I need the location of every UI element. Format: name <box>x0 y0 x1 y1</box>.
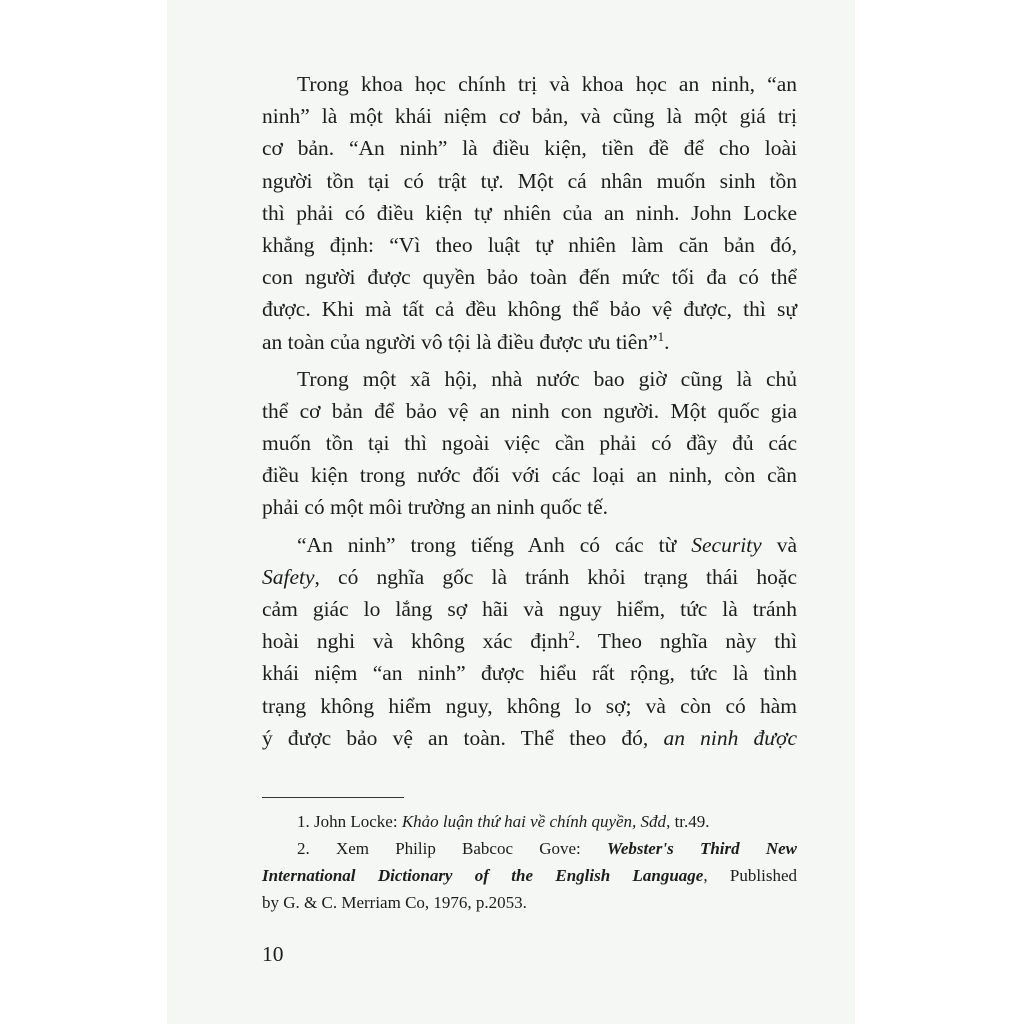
text-line: con người được quyền bảo toàn đến mức tối đa có thể <box>262 265 797 290</box>
text-line: thì phải có điều kiện tự nhiên của an ninh. John Locke <box>262 200 797 225</box>
paragraph-2 <box>262 363 797 524</box>
text-line: khái niệm “an ninh” được hiểu rất rộng, tức là tình <box>262 661 797 686</box>
footnote-2 <box>262 835 797 862</box>
page-number: 10 <box>262 942 284 966</box>
text-line: ninh” là một khái niệm cơ bản, và cũng là một giá trị <box>262 104 797 129</box>
text-line: Trong khoa học chính trị và khoa học an ninh, “an <box>297 72 797 96</box>
footnote-reference: 1 <box>657 329 665 344</box>
text-line: người tồn tại có trật tự. Một cá nhân muốn sinh tồn <box>262 168 797 193</box>
footnote-2-continued <box>262 862 797 889</box>
italic-text: an ninh được <box>663 725 798 750</box>
text-segment: an toàn của người vô tội là điều được ưu tiên” <box>262 329 658 354</box>
text-segment: ý được bảo vệ an toàn. Thể theo đó, <box>262 725 664 750</box>
footnote-2-continued: by G. & C. Merriam Co, 1976, p.2053. <box>262 893 527 912</box>
text-segment: và <box>761 532 797 557</box>
text-segment: 1. John Locke: <box>297 812 402 831</box>
text-line: trạng không hiểm nguy, không lo sợ; và còn có hàm <box>262 693 797 718</box>
text-line: Trong một xã hội, nhà nước bao giờ cũng là chủ <box>297 366 797 391</box>
italic-term: Security <box>691 532 762 557</box>
text-segment: , có nghĩa gốc là tránh khỏi trạng thái hoặc <box>314 564 797 589</box>
bold-italic-title: International Dictionary of the English Language <box>262 866 704 885</box>
footnotes <box>262 808 797 916</box>
bold-italic-title: Webster's Third New <box>607 839 797 858</box>
text-line: cảm giác lo lắng sợ hãi và nguy hiểm, tức là tránh <box>262 597 797 621</box>
text-line: điều kiện trong nước đối với các loại an ninh, còn cần <box>262 463 797 488</box>
footnote-reference: 2 <box>568 629 575 644</box>
body-text <box>262 68 797 754</box>
text-segment: , Published <box>703 866 797 885</box>
text-line: được. Khi mà tất cả đều không thể bảo vệ được, thì sự <box>262 297 797 322</box>
text-segment: “An ninh” trong tiếng Anh có các từ <box>297 532 692 557</box>
text-segment: , tr.49. <box>666 812 710 831</box>
text-line: muốn tồn tại thì ngoài việc cần phải có đầy đủ các <box>262 431 797 456</box>
text-line <box>262 529 797 561</box>
text-line <box>262 625 797 657</box>
text-line: khẳng định: “Vì theo luật tự nhiên làm căn bản đó, <box>262 232 797 257</box>
text-line <box>262 561 797 593</box>
paragraph-1 <box>262 68 797 358</box>
text-line: thể cơ bản để bảo vệ an ninh con người. Một quốc gia <box>262 398 797 423</box>
text-line <box>262 722 797 754</box>
book-page <box>167 0 855 1024</box>
text-segment: . Theo nghĩa này thì <box>574 629 797 654</box>
paragraph-3 <box>262 529 797 754</box>
text-segment: 2. Xem Philip Babcoc Gove: <box>297 839 607 858</box>
italic-title: Khảo luận thứ hai về chính quyền, Sđd <box>401 812 667 831</box>
footnote-divider <box>262 797 404 798</box>
italic-term: Safety <box>262 564 315 589</box>
text-line: cơ bản. “An ninh” là điều kiện, tiền đề để cho loài <box>262 136 797 161</box>
text-line <box>262 326 797 358</box>
text-segment: hoài nghi và không xác định <box>262 629 569 654</box>
text-segment: . <box>664 329 670 354</box>
text-line: phải có một môi trường an ninh quốc tế. <box>262 495 609 520</box>
footnote-1 <box>262 808 797 835</box>
